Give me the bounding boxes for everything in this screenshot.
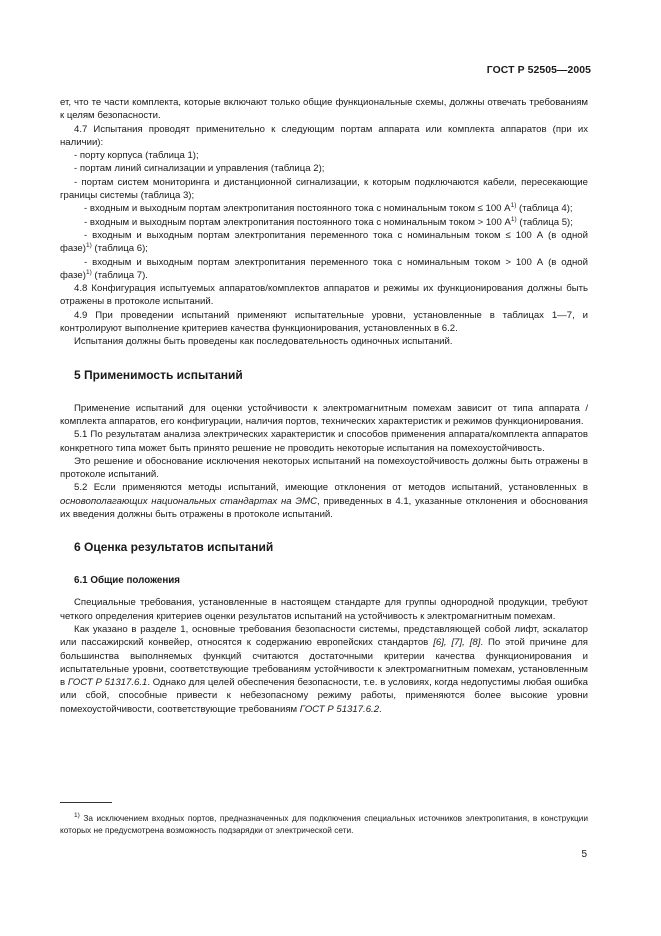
clause-4-9: 4.9 При проведении испытаний применяют испытательные уровни, установленные в таблицах 1—7, и контролируют выполнение критериев качества функционирования, установленных в 6.2. <box>60 309 588 335</box>
clause-5-1-continued: Это решение и обоснование исключения некоторых испытаний на помехоустойчивость должны быть отражены в протоколе испытаний. <box>60 455 588 481</box>
footnote-divider <box>60 802 112 803</box>
p2-references: [6], [7], [8] <box>433 637 481 649</box>
footnote-ref: 1) <box>510 202 517 210</box>
intro-paragraph: ет, что те части комплекта, которые включают только общие функциональные схемы, должны отвечать требованиям к целям безопасности. <box>60 97 588 122</box>
p2-text-b: . По этой причине для большинства выполняемых функций считаются достаточными критерии качества функционирования и испытательные уровни, соответствующие требованиям устойчивости к электромагнитным помехам, установленным в <box>60 637 588 689</box>
p2-text-a: Как указано в разделе 1, основные требования безопасности системы, представляющей собой лифт, эскалатор или пассажирский конвейер, относятся к содержанию европейских стандартов <box>60 623 588 649</box>
dc-low-table: (таблица 4); <box>516 203 573 215</box>
p2-text-d: . <box>379 703 382 715</box>
dc-low-text: - входным и выходным портам электропитания постоянного тока с номинальным током ≤ 100 А <box>84 203 511 215</box>
clause-4-7-item-3: - портам систем мониторинга и дистанционной сигнализации, к которым подключаются кабели, пересекающие границы системы (таблица 3); <box>60 176 588 202</box>
clause-6-1-paragraph-1: Специальные требования, установленные в настоящем стандарте для группы однородной продукции, требуют четкого определения критериев оценки результатов испытаний на устойчивость к электромагнитным помехам. <box>60 597 588 622</box>
clause-4-8: 4.8 Конфигурация испытуемых аппаратов/комплектов аппаратов и режимы их функционирования должны быть отражены в протоколе испытаний. <box>60 283 588 308</box>
section-5-intro: Применение испытаний для оценки устойчивости к электромагнитным помехам зависит от типа аппарата / комплекта аппаратов, его конфигурации, наличия портов, технических характеристик и режимов функционирования. <box>60 402 588 427</box>
clause-5-2-text-a: 5.2 Если применяются методы испытаний, имеющие отклонения от методов испытаний, установленных в <box>74 482 588 494</box>
dc-high-table: (таблица 5); <box>516 216 573 228</box>
clause-4-7-item-ac-high <box>60 256 588 283</box>
footnote-ref: 1) <box>85 268 92 276</box>
subsection-6-1-title: 6.1 Общие положения <box>74 575 181 587</box>
footnote-mark: 1) <box>74 812 80 820</box>
clause-4-9-continued: Испытания должны быть проведены как последовательность одиночных испытаний. <box>74 336 453 348</box>
clause-4-7-item-dc-low <box>60 202 588 215</box>
clause-5-2-text-b: , приведенных в 4.1, указанные отклонения и обоснования их введения должны быть отражены в протоколе испытаний. <box>60 495 588 521</box>
dc-high-text: - входным и выходным портам электропитания постоянного тока с номинальным током > 100 А <box>84 216 511 228</box>
p2-standard-1: ГОСТ Р 51317.6.1 <box>67 677 148 689</box>
clause-6-1-paragraph-2 <box>60 623 588 716</box>
document-header-id: ГОСТ Р 52505—2005 <box>486 65 591 76</box>
clause-4-7-lead: 4.7 Испытания проводят применительно к следующим портам аппарата или комплекта аппаратов (при их наличии): <box>60 123 588 148</box>
clause-5-2-emphasis: основополагающих национальных стандартах на ЭМС <box>60 495 317 507</box>
footnote-text <box>60 812 588 836</box>
p2-standard-2: ГОСТ Р 51317.6.2 <box>299 703 380 715</box>
clause-4-7-item-ac-low <box>60 229 588 256</box>
page-number: 5 <box>581 849 587 860</box>
section-5-title: 5 Применимость испытаний <box>74 367 243 382</box>
ac-low-table: (таблица 6); <box>91 243 148 255</box>
p2-text-c: . Однако для целей обеспечения безопасности, т.е. в условиях, когда недопустимы любая ошибка или сбой, способные привести к небезопасному режиму работы, применяются более высокие уровни помехоустойчивости, соответствующие требованиям <box>60 677 588 715</box>
footnote-ref: 1) <box>85 242 92 250</box>
clause-4-7-item-dc-high <box>60 216 588 229</box>
clause-4-7-item-2: - портам линий сигнализации и управления (таблица 2); <box>74 163 325 175</box>
ac-high-table: (таблица 7). <box>91 269 148 281</box>
page-body <box>60 96 588 716</box>
section-6-title: 6 Оценка результатов испытаний <box>74 540 274 555</box>
ac-low-text: - входным и выходным портам электропитания переменного тока с номинальным током ≤ 100 А (в одной фазе) <box>60 229 588 255</box>
clause-5-1: 5.1 По результатам анализа электрических характеристик и способов применения аппарата/комплекта аппаратов конкретного типа может быть принято решение не проводить некоторые испытания на помехоустойчивость. <box>60 429 588 454</box>
footnote-body: За исключением входных портов, предназначенных для подключения специальных источников электропитания, в конструкции которых не предусмотрена возможность подзарядки от электрической сети. <box>60 813 588 835</box>
footnote <box>60 812 588 836</box>
ac-high-text: - входным и выходным портам электропитания переменного тока с номинальным током > 100 А (в одной фазе) <box>60 256 588 281</box>
clause-4-7-item-1: - порту корпуса (таблица 1); <box>74 150 199 162</box>
clause-5-2 <box>60 481 588 521</box>
footnote-ref: 1) <box>510 215 517 223</box>
